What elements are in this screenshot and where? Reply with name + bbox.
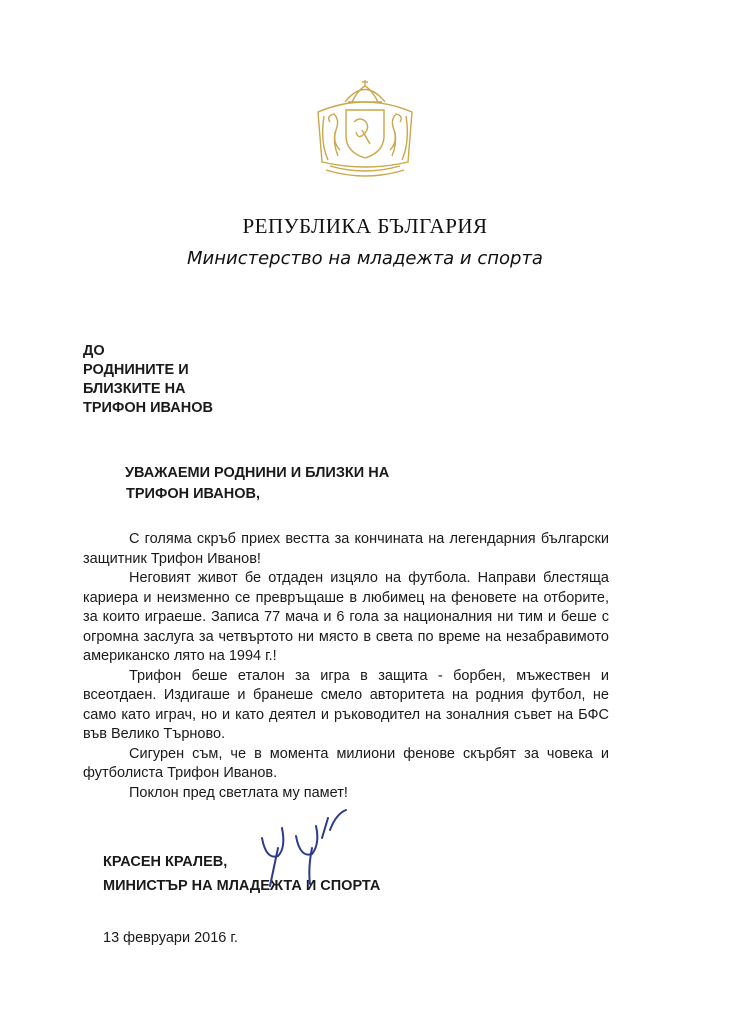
salutation-line-1: УВАЖАЕМИ РОДНИНИ И БЛИЗКИ НА: [125, 465, 390, 481]
body-paragraph: Неговият живот бе отдаден изцяло на футбола. Направи блестяща кариера и неизменно се превръщаше в любимец на феновете на отборите, за които играеше. Записа 77 мача и 6 гола за националния ни тим и беше с огромна заслуга за четвъртото ни място в света по време на незабравимото американско лято на 1994 г.!: [83, 570, 609, 664]
letter-date: 13 февруари 2016 г.: [103, 930, 238, 946]
ministry-heading: Министерство на младежта и спорта: [187, 248, 543, 269]
coat-of-arms-emblem: [300, 72, 430, 182]
body-paragraph: Сигурен съм, че в момента милиони фенове скърбят за човека и футболиста Трифон Иванов.: [83, 745, 609, 781]
addressee-line: БЛИЗКИТЕ НА: [83, 381, 186, 397]
handwritten-signature: [252, 808, 372, 888]
body-paragraph: Трифон беше еталон за игра в защита - борбен, мъжествен и всеотдаен. Издигаше и бранеше смело авторитета на родния футбол, не само като играч, но и като деятел и ръководител на зоналния съвет на БФС във Велико Търново.: [83, 667, 609, 742]
republic-heading: РЕПУБЛИКА БЪЛГАРИЯ: [242, 214, 488, 238]
salutation: [125, 463, 389, 505]
signatory-name: КРАСЕН КРАЛЕВ,: [103, 854, 228, 870]
addressee-line: РОДНИНИТЕ И: [83, 362, 189, 378]
letter-body: [83, 530, 609, 803]
salutation-line-2: ТРИФОН ИВАНОВ,: [126, 486, 260, 502]
addressee-line: ДО: [83, 343, 105, 359]
addressee-block: [83, 342, 213, 418]
signatory-title: МИНИСТЪР НА МЛАДЕЖТА И СПОРТА: [103, 878, 381, 894]
addressee-line: ТРИФОН ИВАНОВ: [83, 400, 213, 416]
body-paragraph: Поклон пред светлата му памет!: [129, 784, 348, 801]
body-paragraph: С голяма скръб приех вестта за кончината на легендарния български защитник Трифон Иванов!: [83, 531, 609, 567]
